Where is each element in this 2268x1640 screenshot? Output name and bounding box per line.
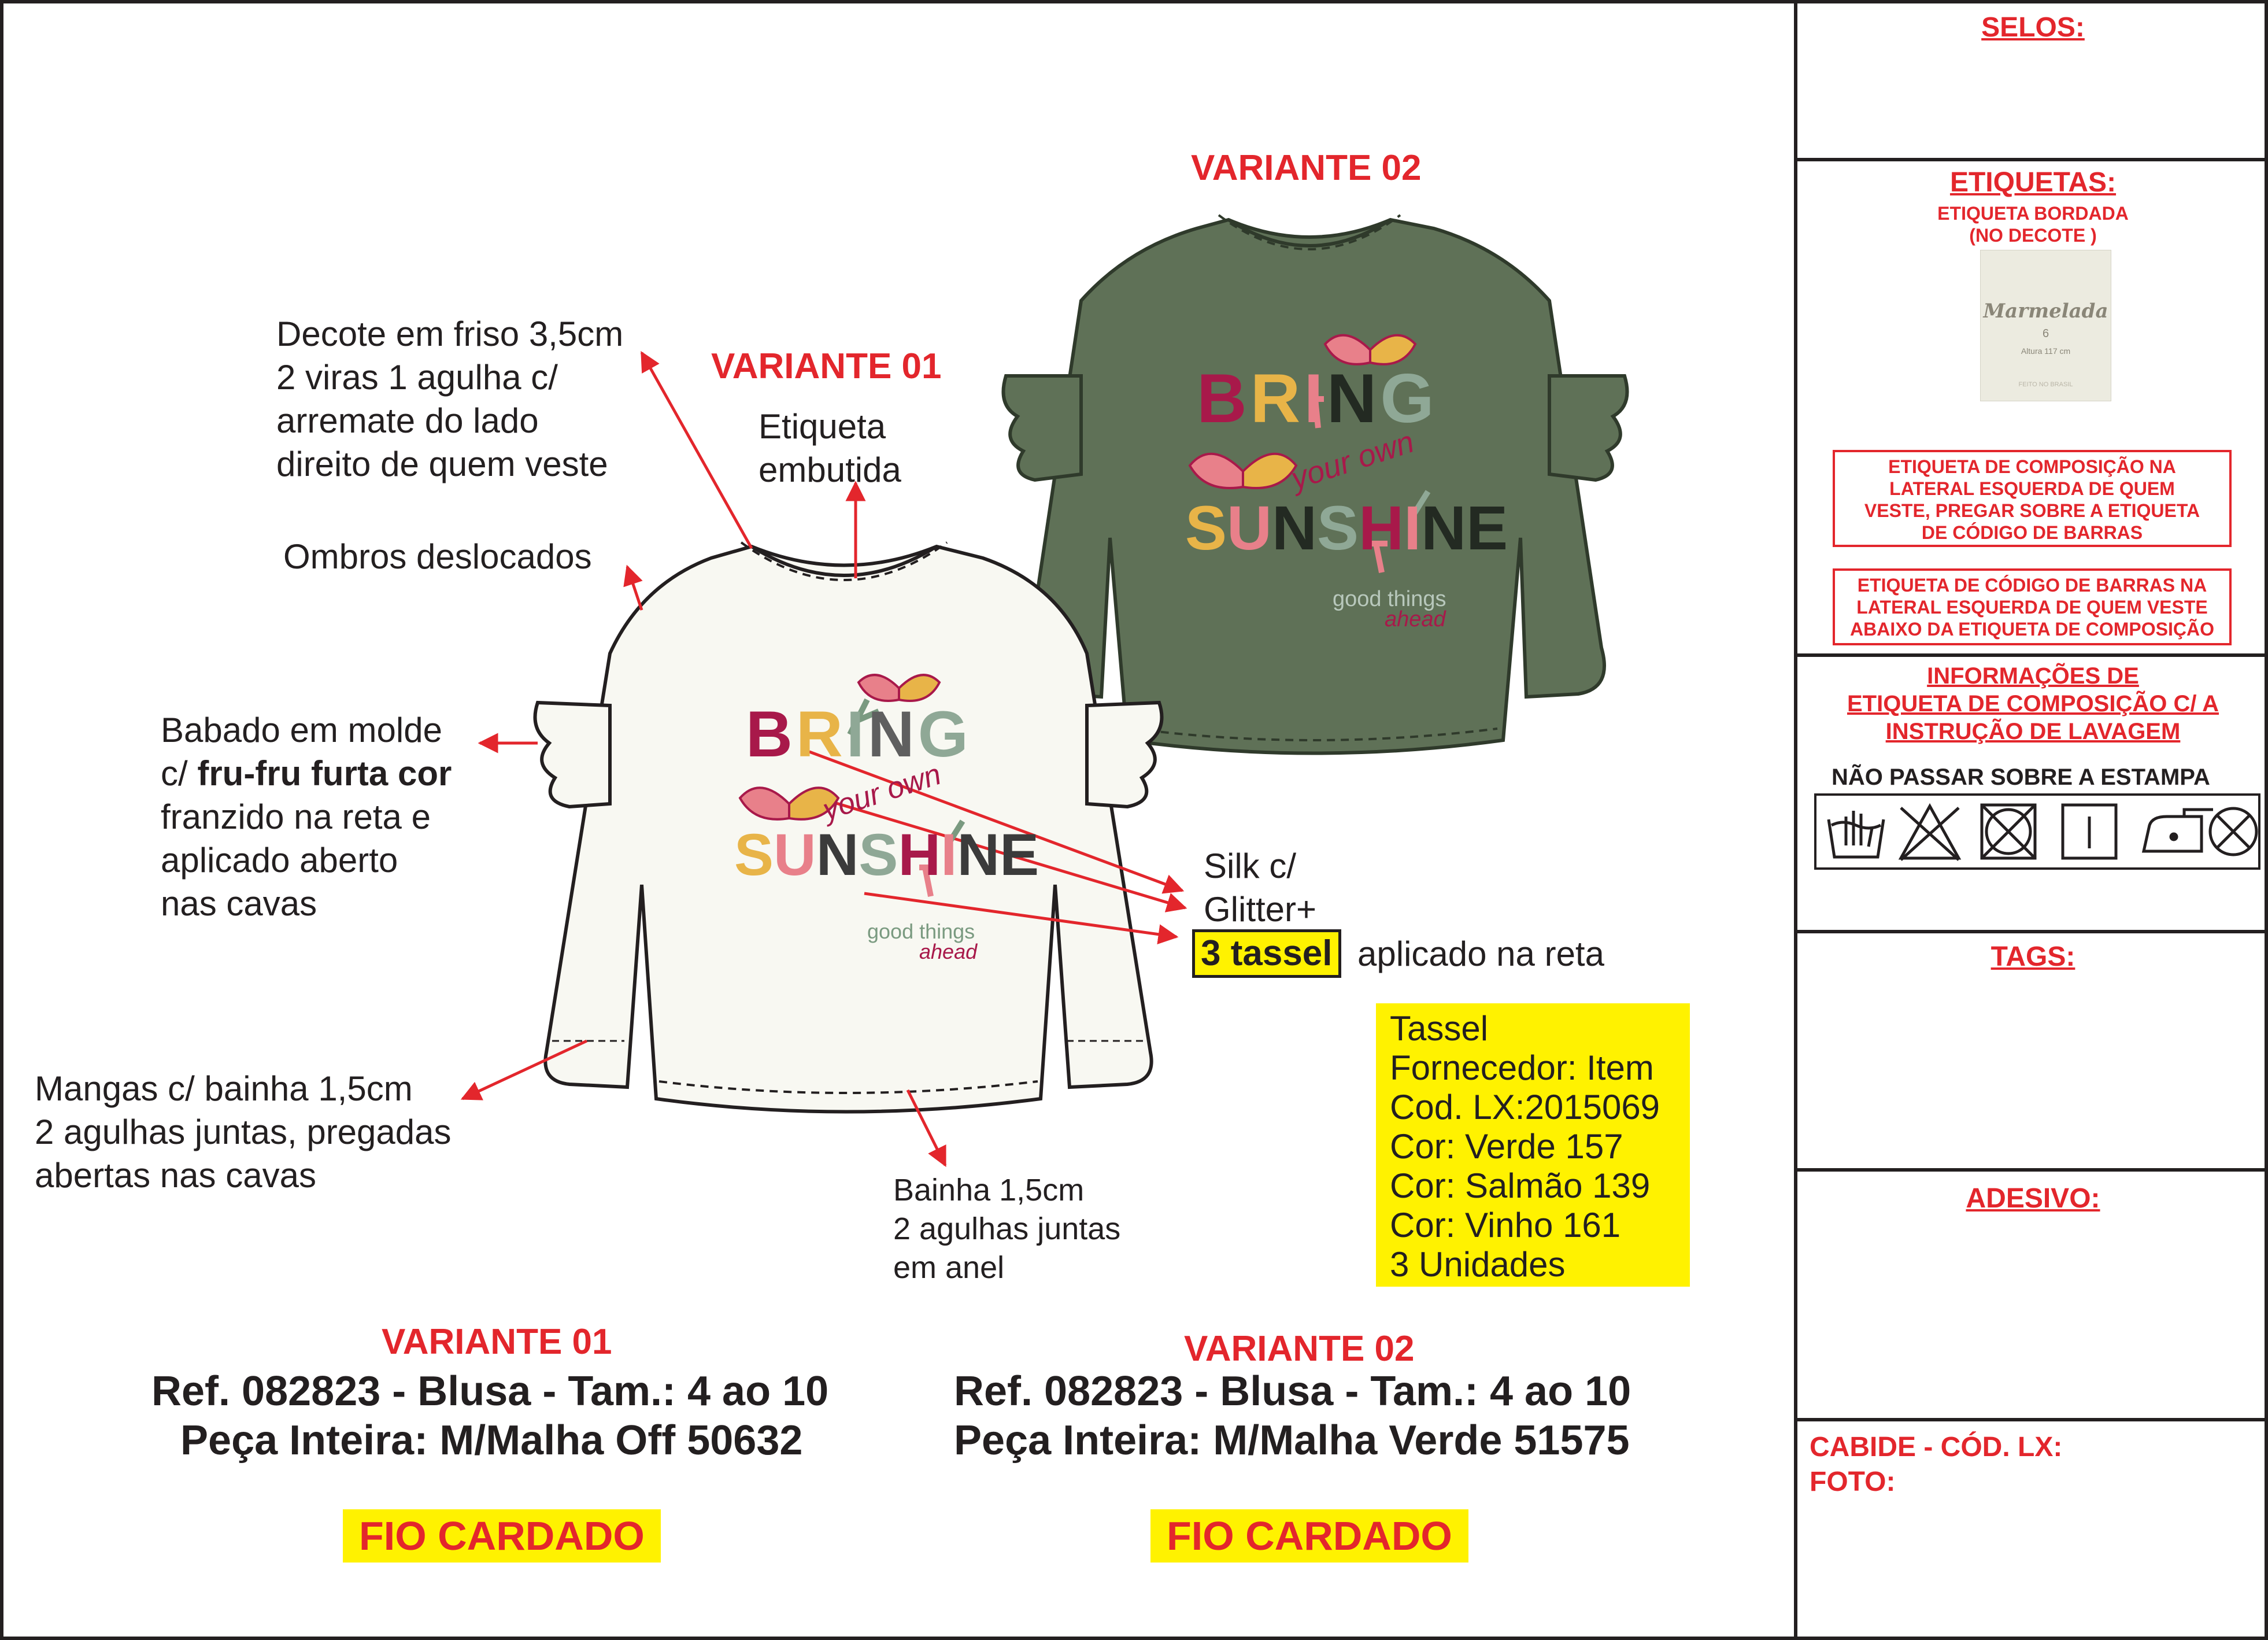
sidebar-divider	[1796, 653, 2268, 657]
print-sunshine-text: SUNSHINE	[734, 822, 1039, 888]
bottom-variant-01-fio: FIO CARDADO	[343, 1509, 661, 1563]
sidebar-informacoes-title: INFORMAÇÕES DE ETIQUETA DE COMPOSIÇÃO C/ A INSTRUÇÃO DE LAVAGEM	[1847, 663, 2219, 744]
note-silk: Silk c/ Glitter+	[1204, 847, 1317, 929]
no-bleach-icon	[1901, 806, 1959, 860]
bottom-variant-01-ref: Ref. 082823 - Blusa - Tam.: 4 ao 10	[151, 1368, 829, 1414]
bottom-variant-02-title: VARIANTE 02	[1184, 1329, 1415, 1369]
print-your-own: your own	[819, 757, 945, 828]
variant-01-title: VARIANTE 01	[711, 346, 942, 386]
print-variant-02	[1185, 324, 1508, 636]
composicao-label-box: ETIQUETA DE COMPOSIÇÃO NA LATERAL ESQUERDA DE QUEM VESTE, PREGAR SOBRE A ETIQUETA DE CÓDIGO DE BARRAS	[1833, 450, 2232, 547]
print-variant-01	[734, 665, 1039, 966]
note-tassel-suffix: aplicado na reta	[1357, 934, 1604, 973]
print-your-own: your own	[1287, 424, 1419, 497]
print-sunshine-text: SUNSHINE	[1185, 493, 1508, 563]
codigo-barras-label-box: ETIQUETA DE CÓDIGO DE BARRAS NA LATERAL ESQUERDA DE QUEM VESTE ABAIXO DA ETIQUETA DE COMPOSIÇÃO	[1833, 568, 2232, 645]
note-babado: Babado em molde c/ fru-fru furta cor franzido na reta e aplicado aberto nas cavas	[161, 711, 452, 923]
print-ahead: ahead	[1385, 607, 1446, 631]
tassel-info-box: Tassel Fornecedor: Item Cod. LX:2015069 Cor: Verde 157 Cor: Salmão 139 Cor: Vinho 161 3 Unidades	[1376, 1003, 1690, 1287]
print-ahead: ahead	[919, 940, 978, 963]
sidebar-etiquetas-title: ETIQUETAS:	[1949, 167, 2117, 198]
note-mangas: Mangas c/ bainha 1,5cm 2 agulhas juntas, pregadas abertas nas cavas	[35, 1069, 452, 1195]
print-bring-text: BRING	[1197, 360, 1438, 437]
print-good-things: good things	[867, 919, 975, 943]
nao-passar-text: NÃO PASSAR SOBRE A ESTAMPA	[1832, 764, 2210, 790]
sidebar-adesivo-title: ADESIVO:	[1966, 1183, 2100, 1214]
note-ombros: Ombros deslocados	[283, 537, 592, 576]
note-decote: Decote em friso 3,5cm 2 viras 1 agulha c/ arremate do lado direito de quem veste	[276, 315, 624, 483]
no-dry-clean-icon	[2210, 808, 2256, 855]
variant-02-title: VARIANTE 02	[1191, 148, 1422, 188]
print-good-things: good things	[1333, 587, 1446, 611]
sidebar-divider	[1796, 158, 2268, 161]
bottom-variant-01-title: VARIANTE 01	[382, 1322, 612, 1362]
sidebar-selos-title: SELOS:	[1981, 12, 2085, 43]
sidebar-foto: FOTO:	[1810, 1467, 1896, 1497]
hand-wash-icon	[1829, 811, 1884, 857]
note-tassel-highlight: 3 tassel	[1192, 929, 1341, 978]
sidebar-cabide: CABIDE - CÓD. LX:	[1810, 1432, 2063, 1462]
sidebar-divider	[1796, 930, 2268, 933]
sidebar-divider	[1796, 1168, 2268, 1172]
sidebar-tags-title: TAGS:	[1990, 941, 2075, 972]
note-etiqueta: Etiqueta embutida	[759, 407, 901, 489]
bottom-variant-02-ref: Ref. 082823 - Blusa - Tam.: 4 ao 10	[954, 1368, 1631, 1414]
no-tumble-dry-icon	[1982, 805, 2035, 858]
iron-low-icon	[2144, 810, 2213, 851]
note-bainha: Bainha 1,5cm 2 agulhas juntas em anel	[893, 1173, 1121, 1285]
line-dry-icon	[2063, 805, 2116, 858]
care-symbols	[1814, 793, 2260, 870]
woven-label-image: Marmelada 6 Altura 117 cm FEITO NO BRASIL	[1980, 250, 2111, 401]
print-bring-text: BRING	[746, 698, 972, 770]
bottom-variant-02-peca: Peça Inteira: M/Malha Verde 51575	[954, 1417, 1630, 1464]
sidebar-etiqueta-bordada: ETIQUETA BORDADA (NO DECOTE )	[1937, 203, 2129, 246]
bottom-variant-02-fio: FIO CARDADO	[1150, 1509, 1468, 1563]
bottom-variant-01-peca: Peça Inteira: M/Malha Off 50632	[180, 1417, 803, 1464]
sidebar-divider	[1796, 1418, 2268, 1421]
